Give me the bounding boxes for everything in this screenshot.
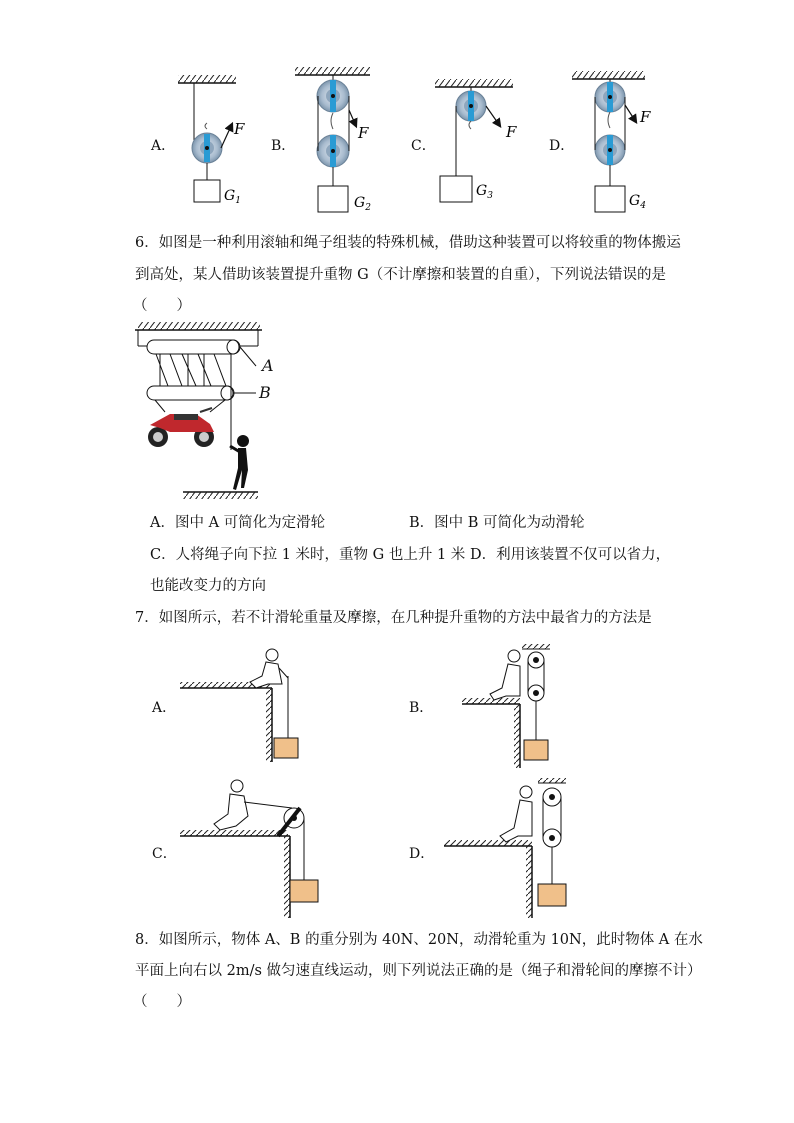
q6-option-c: C．人将绳子向下拉 1 米时，重物 G 也上升 1 米 [150,547,466,563]
weight-label-g4: $G_4$ [629,193,646,211]
q8-answer-bracket: （ ） [133,994,191,1010]
force-label-b: F [358,124,369,142]
q6-answer-bracket: （ ） [133,298,191,314]
method-b [462,644,550,768]
weight-label-g3: $G_3$ [476,183,493,201]
q5-option-d-label: D． [549,138,575,154]
weight-label-g2: $G_2$ [354,195,371,213]
q8-stem-line2: 平面上向右以 2m/s 做匀速直线运动，则下列说法正确的是（绳子和滑轮间的摩擦不计） [135,963,702,979]
q6-stem-line1: 6．如图是一种利用滚轴和绳子组装的特殊机械，借助这种装置可以将较重的物体搬运 [135,235,681,251]
q6-stem-line2: 到高处，某人借助该装置提升重物 G（不计摩擦和装置的自重），下列说法错误的是 [135,267,666,283]
q6-option-d: D．利用该装置不仅可以省力， [470,547,671,563]
q7-option-c-label: C． [152,846,177,862]
q6-label-b: B [259,383,271,402]
q6-option-a: A．图中 A 可简化为定滑轮 [150,515,326,531]
force-label-d: F [640,108,651,126]
q5-option-b-label: B． [271,138,296,154]
method-d [444,778,566,918]
q7-option-b-label: B． [409,700,434,716]
force-label-a: F [234,120,245,138]
force-label-c: F [506,123,517,141]
method-a [180,649,298,762]
method-c [180,780,318,918]
q6-label-a: A [262,356,274,375]
q7-option-d-label: D． [409,846,435,862]
q6-option-b: B．图中 B 可简化为动滑轮 [409,515,585,531]
q5-option-c-label: C． [411,138,436,154]
q7-option-a-label: A． [152,700,177,716]
q5-option-a-label: A． [151,138,176,154]
q6-option-d-cont: 也能改变力的方向 [150,578,266,594]
q8-stem-line1: 8．如图所示，物体 A、B 的重分别为 40N、20N，动滑轮重为 10N，此时物体 A 在水 [135,932,703,948]
q7-stem: 7．如图所示，若不计滑轮重量及摩擦，在几种提升重物的方法中最省力的方法是 [135,610,652,626]
weight-label-g1: $G_1$ [224,188,241,206]
